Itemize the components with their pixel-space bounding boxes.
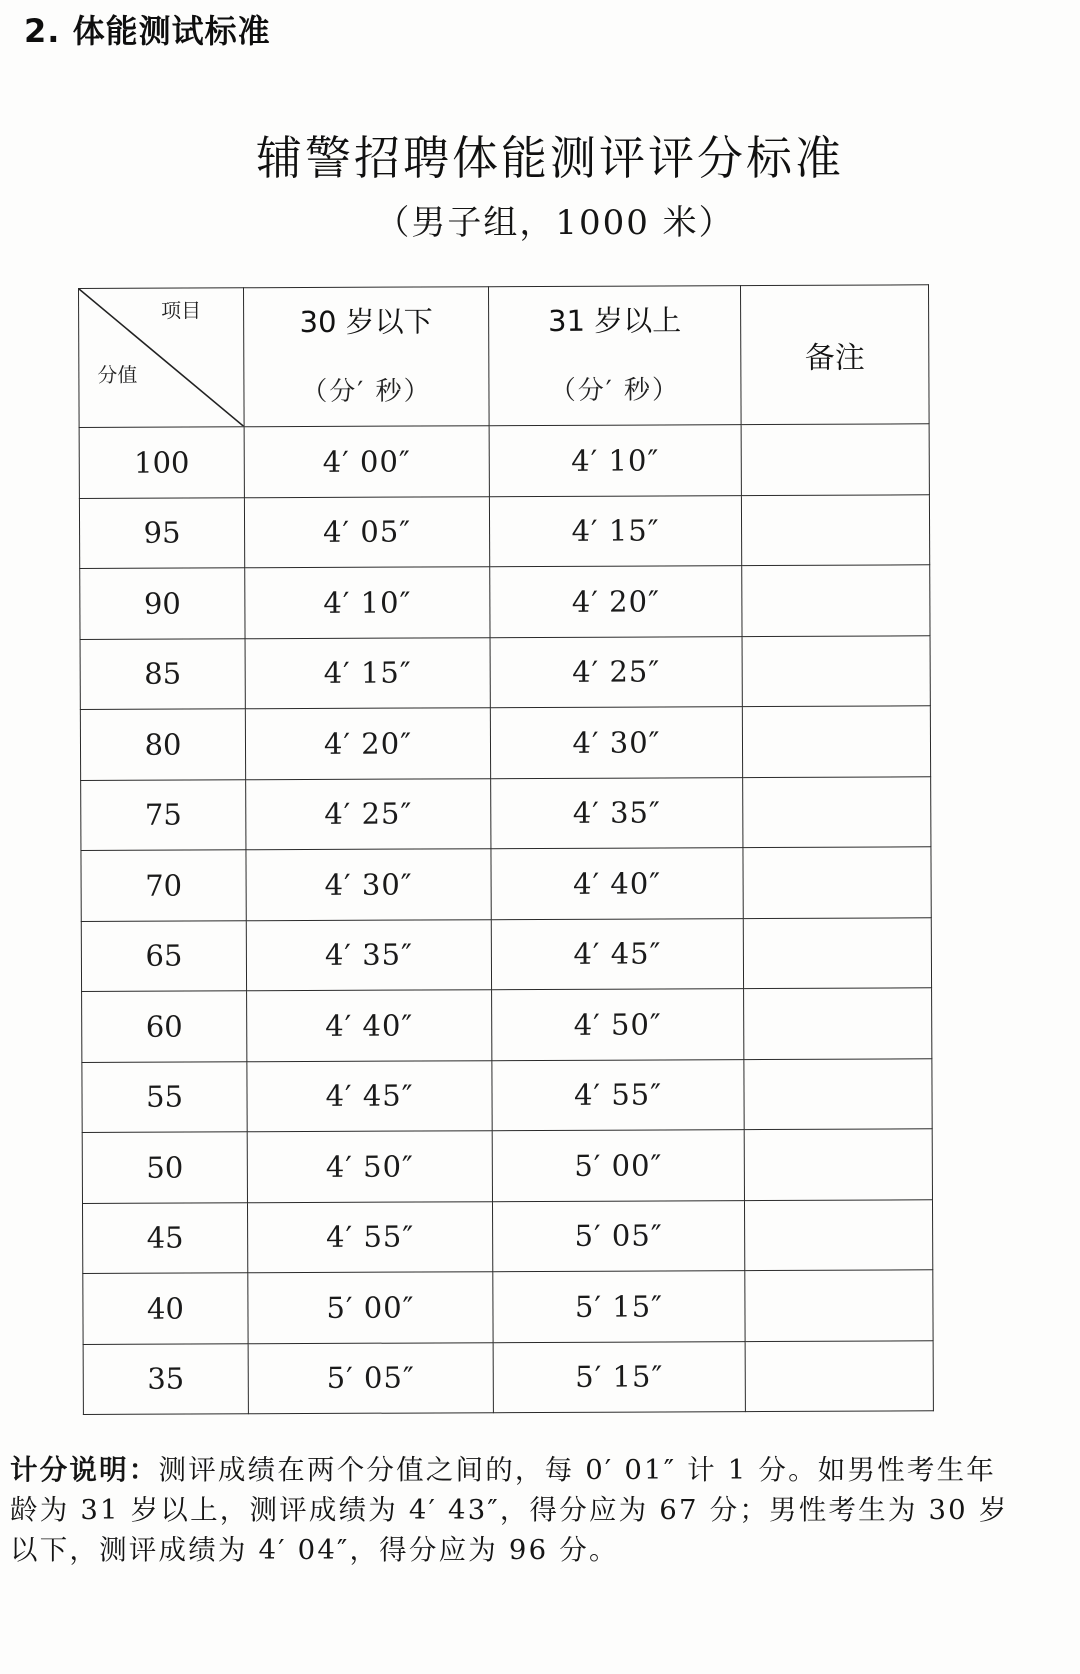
score-cell: 50: [82, 1132, 247, 1203]
time-over-31-cell: 4′ 45″: [491, 918, 743, 990]
time-under-30-cell: 4′ 35″: [246, 919, 491, 991]
table-row: [82, 1129, 932, 1203]
time-over-31-cell: 4′ 30″: [490, 707, 742, 779]
note-cell: [745, 1270, 933, 1341]
time-under-30-cell: 4′ 55″: [247, 1201, 492, 1273]
score-cell: 85: [80, 638, 245, 709]
table-row: [81, 847, 931, 921]
table-row: [83, 1270, 933, 1344]
time-over-31-cell: 4′ 40″: [491, 848, 743, 920]
column-label: 30 岁以下: [299, 304, 433, 340]
score-cell: 45: [82, 1202, 247, 1273]
score-cell: 70: [81, 850, 246, 921]
column-header-over-31: [488, 286, 741, 426]
corner-label-item: 项目: [161, 298, 202, 323]
scoring-note-label: 计分说明：: [10, 1454, 159, 1486]
column-label: 备注: [804, 340, 865, 376]
score-cell: 60: [82, 991, 247, 1062]
score-cell: 90: [80, 568, 245, 639]
corner-label-score: 分值: [97, 362, 138, 387]
table-row: [80, 635, 930, 709]
time-over-31-cell: 5′ 05″: [492, 1200, 744, 1272]
time-under-30-cell: 4′ 25″: [246, 778, 491, 850]
score-cell: 75: [81, 779, 246, 850]
score-standard-table: [78, 284, 934, 1415]
scoring-note-text: 测评成绩在两个分值之间的，每 0′ 01″ 计 1 分。如男性考生年龄为 31 岁以上，测评成绩为 4′ 43″，得分应为 67 分；男性考生为 30 岁以下，测评成绩为 4′ 04″，得分应为 96 分。: [10, 1454, 1009, 1566]
document-subtitle: （男子组，1000 米）: [375, 203, 735, 243]
section-heading: 2. 体能测试标准: [24, 12, 271, 50]
table-row: [81, 917, 931, 991]
time-under-30-cell: 4′ 00″: [244, 426, 489, 498]
time-under-30-cell: 5′ 05″: [248, 1342, 493, 1414]
score-cell: 40: [83, 1273, 248, 1344]
time-under-30-cell: 4′ 15″: [245, 637, 490, 709]
column-label: 31 岁以上: [548, 303, 682, 338]
time-over-31-cell: 4′ 20″: [490, 566, 742, 638]
time-under-30-cell: 4′ 10″: [245, 567, 490, 639]
time-over-31-cell: 4′ 10″: [489, 425, 741, 497]
time-over-31-cell: 4′ 15″: [489, 495, 741, 567]
note-cell: [744, 1199, 932, 1270]
time-over-31-cell: 4′ 35″: [491, 777, 743, 849]
time-under-30-cell: 5′ 00″: [248, 1272, 493, 1344]
time-under-30-cell: 4′ 40″: [247, 990, 492, 1062]
time-under-30-cell: 4′ 05″: [244, 496, 489, 568]
table-row: [81, 776, 931, 850]
time-under-30-cell: 4′ 45″: [247, 1060, 492, 1132]
score-cell: 80: [80, 709, 245, 780]
scoring-note: [10, 1450, 1010, 1570]
document-title: 辅警招聘体能测评评分标准: [256, 131, 844, 185]
note-cell: [744, 1129, 932, 1200]
time-over-31-cell: 5′ 15″: [493, 1341, 745, 1413]
corner-header-cell: [79, 288, 245, 428]
note-cell: [741, 424, 929, 495]
table-header-row: [79, 285, 930, 428]
note-cell: [742, 565, 930, 636]
note-cell: [742, 635, 930, 706]
time-over-31-cell: 5′ 15″: [493, 1271, 745, 1343]
table-row: [79, 494, 929, 568]
note-cell: [745, 1340, 933, 1411]
time-over-31-cell: 4′ 55″: [492, 1059, 744, 1131]
score-cell: 100: [79, 427, 244, 498]
column-header-note: [740, 285, 929, 425]
note-cell: [744, 988, 932, 1059]
table-row: [83, 1340, 933, 1414]
note-cell: [743, 776, 931, 847]
time-under-30-cell: 4′ 30″: [246, 849, 491, 921]
time-over-31-cell: 4′ 25″: [490, 636, 742, 708]
note-cell: [741, 494, 929, 565]
table-row: [82, 988, 932, 1062]
table-row: [80, 565, 930, 639]
score-cell: 55: [82, 1061, 247, 1132]
score-cell: 95: [79, 497, 244, 568]
note-cell: [742, 706, 930, 777]
time-over-31-cell: 5′ 00″: [492, 1130, 744, 1202]
time-under-30-cell: 4′ 20″: [245, 708, 490, 780]
time-over-31-cell: 4′ 50″: [492, 989, 744, 1061]
table-row: [80, 706, 930, 780]
column-header-under-30: [244, 287, 490, 427]
table-row: [82, 1058, 932, 1132]
note-cell: [744, 1058, 932, 1129]
score-cell: 35: [83, 1343, 248, 1414]
score-cell: 65: [81, 920, 246, 991]
column-unit: （分′ 秒）: [549, 375, 681, 406]
table-row: [82, 1199, 932, 1273]
time-under-30-cell: 4′ 50″: [247, 1131, 492, 1203]
column-unit: （分′ 秒）: [301, 376, 432, 408]
note-cell: [743, 917, 931, 988]
table-row: [79, 424, 929, 498]
note-cell: [743, 847, 931, 918]
